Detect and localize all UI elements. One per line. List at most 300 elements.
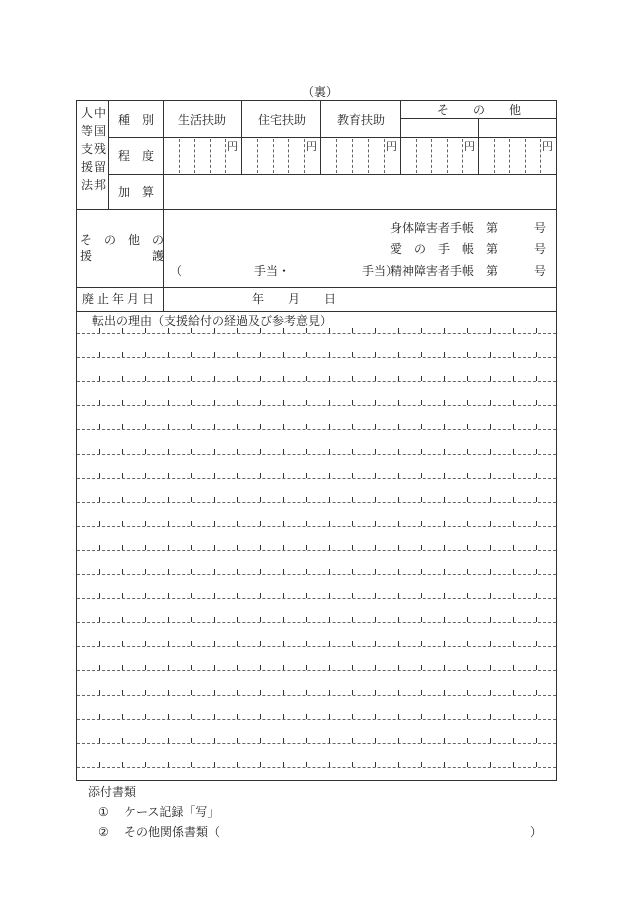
reason-tick: [421, 714, 422, 719]
reason-tick: [145, 424, 146, 429]
reason-tick: [329, 400, 330, 405]
reason-tick: [513, 449, 514, 454]
reason-tick: [467, 738, 468, 743]
reason-tick: [536, 400, 537, 405]
reason-tick: [352, 376, 353, 381]
reason-tick: [513, 400, 514, 405]
degree-digit-divider: [210, 139, 211, 173]
reason-tick: [375, 738, 376, 743]
reason-tick: [352, 449, 353, 454]
reason-line[interactable]: [77, 333, 556, 334]
reason-tick: [214, 617, 215, 622]
yen-unit: 円: [306, 140, 317, 153]
reason-tick: [536, 641, 537, 646]
reason-tick: [168, 473, 169, 478]
reason-tick: [99, 497, 100, 502]
reason-tick: [513, 569, 514, 574]
reason-tick: [122, 328, 123, 333]
reason-line[interactable]: [77, 429, 556, 430]
reason-tick: [467, 352, 468, 357]
reason-tick: [260, 400, 261, 405]
reason-tick: [306, 545, 307, 550]
reason-tick: [490, 665, 491, 670]
reason-tick: [122, 400, 123, 405]
attachment-2-text: その他関係書類（: [124, 825, 221, 839]
reason-tick: [214, 328, 215, 333]
reason-tick: [237, 641, 238, 646]
reason-tick: [283, 617, 284, 622]
reason-tick: [398, 376, 399, 381]
reason-tick: [329, 665, 330, 670]
reason-tick: [306, 665, 307, 670]
reason-tick: [260, 690, 261, 695]
reason-tick: [145, 617, 146, 622]
reason-tick: [283, 545, 284, 550]
reason-tick: [398, 424, 399, 429]
reason-line[interactable]: [77, 767, 556, 768]
reason-tick: [329, 376, 330, 381]
reason-tick: [145, 328, 146, 333]
reason-line[interactable]: [77, 478, 556, 479]
reason-tick: [168, 521, 169, 526]
reason-tick: [260, 424, 261, 429]
reason-tick: [536, 690, 537, 695]
reason-line[interactable]: [77, 622, 556, 623]
reason-tick: [99, 690, 100, 695]
reason-tick: [168, 593, 169, 598]
reason-tick: [398, 497, 399, 502]
reason-tick: [352, 762, 353, 767]
row-label-degree: 程 度: [118, 149, 155, 163]
reason-tick: [398, 641, 399, 646]
reason-tick: [145, 714, 146, 719]
reason-tick: [214, 545, 215, 550]
reason-tick: [329, 449, 330, 454]
reason-tick: [122, 569, 123, 574]
reason-line[interactable]: [77, 550, 556, 551]
degree-digit-divider: [540, 139, 541, 173]
reason-tick: [375, 328, 376, 333]
reason-tick: [536, 376, 537, 381]
reason-tick: [352, 641, 353, 646]
reason-tick: [329, 593, 330, 598]
reason-tick: [214, 376, 215, 381]
reason-tick: [122, 641, 123, 646]
reason-tick: [122, 762, 123, 767]
reason-tick: [283, 473, 284, 478]
reason-tick: [306, 690, 307, 695]
reason-tick: [398, 545, 399, 550]
reason-tick: [214, 641, 215, 646]
reason-tick: [375, 665, 376, 670]
reason-tick: [513, 521, 514, 526]
reason-tick: [260, 738, 261, 743]
reason-tick: [99, 473, 100, 478]
reason-tick: [283, 690, 284, 695]
reason-tick: [122, 593, 123, 598]
reason-tick: [168, 641, 169, 646]
reason-tick: [375, 714, 376, 719]
reason-line[interactable]: [77, 574, 556, 575]
reason-tick: [237, 328, 238, 333]
reason-tick: [421, 690, 422, 695]
table-bottom-border: [76, 780, 557, 781]
col-sep-living: [241, 100, 242, 174]
col-sep-education: [400, 100, 401, 174]
degree-digit-divider: [447, 139, 448, 173]
reason-tick: [398, 738, 399, 743]
reason-tick: [444, 497, 445, 502]
reason-tick: [122, 424, 123, 429]
reason-tick: [168, 449, 169, 454]
reason-tick: [283, 521, 284, 526]
reason-tick: [375, 449, 376, 454]
reason-tick: [122, 352, 123, 357]
reason-tick: [168, 352, 169, 357]
degree-digit-divider: [368, 139, 369, 173]
reason-tick: [214, 665, 215, 670]
reason-tick: [191, 762, 192, 767]
row-sep-degree: [108, 174, 556, 175]
reason-tick: [306, 738, 307, 743]
yen-unit: 円: [386, 140, 397, 153]
reason-tick: [168, 545, 169, 550]
reason-tick: [467, 400, 468, 405]
reason-tick: [398, 328, 399, 333]
header-education-aid: 教育扶助: [337, 113, 386, 127]
reason-tick: [260, 545, 261, 550]
reason-tick: [421, 400, 422, 405]
reason-tick: [444, 762, 445, 767]
reason-tick: [421, 641, 422, 646]
reason-tick: [306, 617, 307, 622]
reason-tick: [329, 738, 330, 743]
reason-tick: [375, 762, 376, 767]
reason-tick: [260, 473, 261, 478]
reason-tick: [214, 497, 215, 502]
reason-tick: [306, 376, 307, 381]
reason-tick: [214, 569, 215, 574]
reason-tick: [260, 762, 261, 767]
reason-tick: [122, 714, 123, 719]
reason-tick: [444, 424, 445, 429]
reason-tick: [444, 473, 445, 478]
reason-tick: [490, 641, 491, 646]
reason-tick: [329, 762, 330, 767]
reason-tick: [398, 569, 399, 574]
notebook-mental-no: 第: [486, 264, 499, 278]
reason-tick: [490, 690, 491, 695]
reason-tick: [145, 545, 146, 550]
reason-tick: [329, 690, 330, 695]
reason-tick: [536, 545, 537, 550]
reason-tick: [398, 521, 399, 526]
reason-tick: [444, 714, 445, 719]
attachment-2-close: ）: [530, 825, 543, 839]
notebook-physical-suffix: 号: [534, 221, 547, 235]
reason-tick: [421, 497, 422, 502]
reason-tick: [398, 665, 399, 670]
reason-tick: [99, 665, 100, 670]
reason-tick: [421, 593, 422, 598]
reason-tick: [145, 376, 146, 381]
reason-tick: [352, 400, 353, 405]
reason-tick: [329, 617, 330, 622]
reason-tick: [283, 424, 284, 429]
reason-tick: [352, 593, 353, 598]
reason-tick: [375, 617, 376, 622]
reason-line[interactable]: [77, 405, 556, 406]
table-left-border: [76, 100, 77, 781]
reason-tick: [306, 521, 307, 526]
reason-tick: [191, 449, 192, 454]
reason-tick: [168, 328, 169, 333]
reason-tick: [214, 400, 215, 405]
reason-tick: [260, 569, 261, 574]
header-other: そ の 他: [437, 103, 522, 117]
notebook-love-suffix: 号: [534, 242, 547, 256]
reason-tick: [283, 738, 284, 743]
reason-tick: [490, 617, 491, 622]
reason-tick: [329, 473, 330, 478]
reason-tick: [122, 738, 123, 743]
reason-tick: [214, 449, 215, 454]
reason-tick: [260, 593, 261, 598]
reason-tick: [421, 665, 422, 670]
reason-tick: [513, 473, 514, 478]
reason-tick: [283, 762, 284, 767]
reason-tick: [421, 352, 422, 357]
reason-tick: [490, 545, 491, 550]
reason-tick: [306, 593, 307, 598]
reason-tick: [352, 738, 353, 743]
reason-tick: [536, 665, 537, 670]
reason-tick: [421, 424, 422, 429]
reason-tick: [122, 473, 123, 478]
reason-line[interactable]: [77, 646, 556, 647]
reason-tick: [329, 521, 330, 526]
reason-tick: [513, 593, 514, 598]
reason-tick: [421, 521, 422, 526]
reason-tick: [237, 400, 238, 405]
reason-line[interactable]: [77, 719, 556, 720]
reason-tick: [329, 714, 330, 719]
reason-tick: [214, 473, 215, 478]
reason-tick: [260, 521, 261, 526]
reason-tick: [352, 521, 353, 526]
degree-digit-divider: [273, 139, 274, 173]
reason-line[interactable]: [77, 598, 556, 599]
reason-tick: [490, 569, 491, 574]
reason-tick: [490, 473, 491, 478]
reason-tick: [421, 328, 422, 333]
attachments-title: 添付書類: [88, 785, 137, 799]
degree-digit-divider: [431, 139, 432, 173]
reason-tick: [237, 352, 238, 357]
reason-tick: [214, 690, 215, 695]
reason-tick: [352, 545, 353, 550]
reason-tick: [467, 449, 468, 454]
reason-tick: [467, 569, 468, 574]
reason-tick: [352, 617, 353, 622]
reason-tick: [467, 521, 468, 526]
attachment-1-text: ケース記録「写」: [124, 805, 220, 819]
reason-tick: [513, 641, 514, 646]
reason-tick: [513, 738, 514, 743]
reason-tick: [306, 328, 307, 333]
reason-tick: [329, 497, 330, 502]
reason-tick: [168, 497, 169, 502]
reason-tick: [375, 569, 376, 574]
reason-tick: [191, 714, 192, 719]
degree-digit-divider: [179, 139, 180, 173]
reason-tick: [191, 400, 192, 405]
reason-line[interactable]: [77, 526, 556, 527]
abolition-date: 年 月 日: [252, 292, 337, 306]
table-top-border: [76, 100, 557, 101]
reason-line[interactable]: [77, 743, 556, 744]
reason-tick: [99, 545, 100, 550]
reason-tick: [421, 617, 422, 622]
row-label-kind: 種 別: [118, 113, 155, 127]
reason-line[interactable]: [77, 670, 556, 671]
reason-tick: [467, 641, 468, 646]
reason-line[interactable]: [77, 502, 556, 503]
reason-tick: [237, 593, 238, 598]
reason-tick: [99, 376, 100, 381]
degree-digit-divider: [304, 139, 305, 173]
allowance-text: （ 手当・ 手当）: [170, 264, 399, 278]
reason-tick: [398, 617, 399, 622]
reason-tick: [99, 714, 100, 719]
reason-tick: [352, 690, 353, 695]
reason-tick: [444, 376, 445, 381]
reason-tick: [467, 473, 468, 478]
reason-tick: [490, 593, 491, 598]
reason-tick: [283, 328, 284, 333]
reason-tick: [467, 665, 468, 670]
reason-tick: [99, 328, 100, 333]
reason-tick: [306, 569, 307, 574]
reason-tick: [444, 738, 445, 743]
reason-tick: [444, 400, 445, 405]
reason-tick: [168, 569, 169, 574]
reason-tick: [536, 449, 537, 454]
reason-tick: [352, 665, 353, 670]
reason-tick: [352, 328, 353, 333]
reason-tick: [283, 593, 284, 598]
degree-digit-divider: [225, 139, 226, 173]
reason-line[interactable]: [77, 454, 556, 455]
reason-tick: [467, 328, 468, 333]
row-label-addition: 加 算: [118, 185, 155, 199]
reason-tick: [375, 376, 376, 381]
reason-tick: [214, 352, 215, 357]
reason-tick: [375, 473, 376, 478]
reason-tick: [329, 545, 330, 550]
reason-tick: [467, 545, 468, 550]
reason-tick: [467, 690, 468, 695]
reason-tick: [444, 641, 445, 646]
reason-tick: [191, 738, 192, 743]
reason-tick: [513, 665, 514, 670]
reason-tick: [490, 352, 491, 357]
reason-tick: [237, 424, 238, 429]
degree-digit-divider: [462, 139, 463, 173]
reason-line[interactable]: [77, 357, 556, 358]
reason-tick: [99, 569, 100, 574]
reason-tick: [421, 376, 422, 381]
reason-tick: [191, 497, 192, 502]
reason-tick: [490, 328, 491, 333]
reason-tick: [99, 617, 100, 622]
reason-tick: [237, 569, 238, 574]
reason-tick: [145, 593, 146, 598]
reason-tick: [283, 376, 284, 381]
reason-tick: [145, 352, 146, 357]
reason-tick: [513, 352, 514, 357]
reason-tick: [191, 665, 192, 670]
reason-tick: [513, 617, 514, 622]
header-living-aid: 生活扶助: [178, 113, 227, 127]
reason-tick: [490, 521, 491, 526]
reason-tick: [99, 762, 100, 767]
reason-tick: [306, 352, 307, 357]
reason-tick: [99, 521, 100, 526]
reason-tick: [99, 400, 100, 405]
reason-tick: [283, 641, 284, 646]
reason-tick: [191, 690, 192, 695]
reason-tick: [191, 569, 192, 574]
reason-tick: [536, 762, 537, 767]
reason-tick: [467, 593, 468, 598]
reason-tick: [145, 497, 146, 502]
reason-tick: [467, 762, 468, 767]
reason-tick: [421, 762, 422, 767]
reason-tick: [536, 352, 537, 357]
row-sep-kind: [108, 137, 556, 138]
reason-tick: [536, 521, 537, 526]
reason-tick: [444, 449, 445, 454]
attachment-2-num: ②: [98, 825, 109, 839]
reason-tick: [122, 665, 123, 670]
reason-line[interactable]: [77, 695, 556, 696]
reason-line[interactable]: [77, 381, 556, 382]
reason-tick: [283, 569, 284, 574]
reason-tick: [513, 545, 514, 550]
reason-tick: [260, 714, 261, 719]
reason-tick: [444, 593, 445, 598]
notebook-mental: 精神障害者手帳: [390, 264, 475, 278]
reason-tick: [352, 352, 353, 357]
reason-tick: [421, 738, 422, 743]
reason-tick: [168, 400, 169, 405]
reason-tick: [99, 352, 100, 357]
reason-tick: [513, 714, 514, 719]
reason-tick: [145, 473, 146, 478]
reason-tick: [168, 738, 169, 743]
reason-tick: [283, 714, 284, 719]
reason-tick: [260, 449, 261, 454]
degree-digit-divider: [352, 139, 353, 173]
reason-tick: [444, 545, 445, 550]
reason-tick: [490, 738, 491, 743]
reason-tick: [467, 497, 468, 502]
reason-tick: [145, 690, 146, 695]
reason-tick: [536, 714, 537, 719]
reason-tick: [145, 738, 146, 743]
reason-tick: [237, 473, 238, 478]
